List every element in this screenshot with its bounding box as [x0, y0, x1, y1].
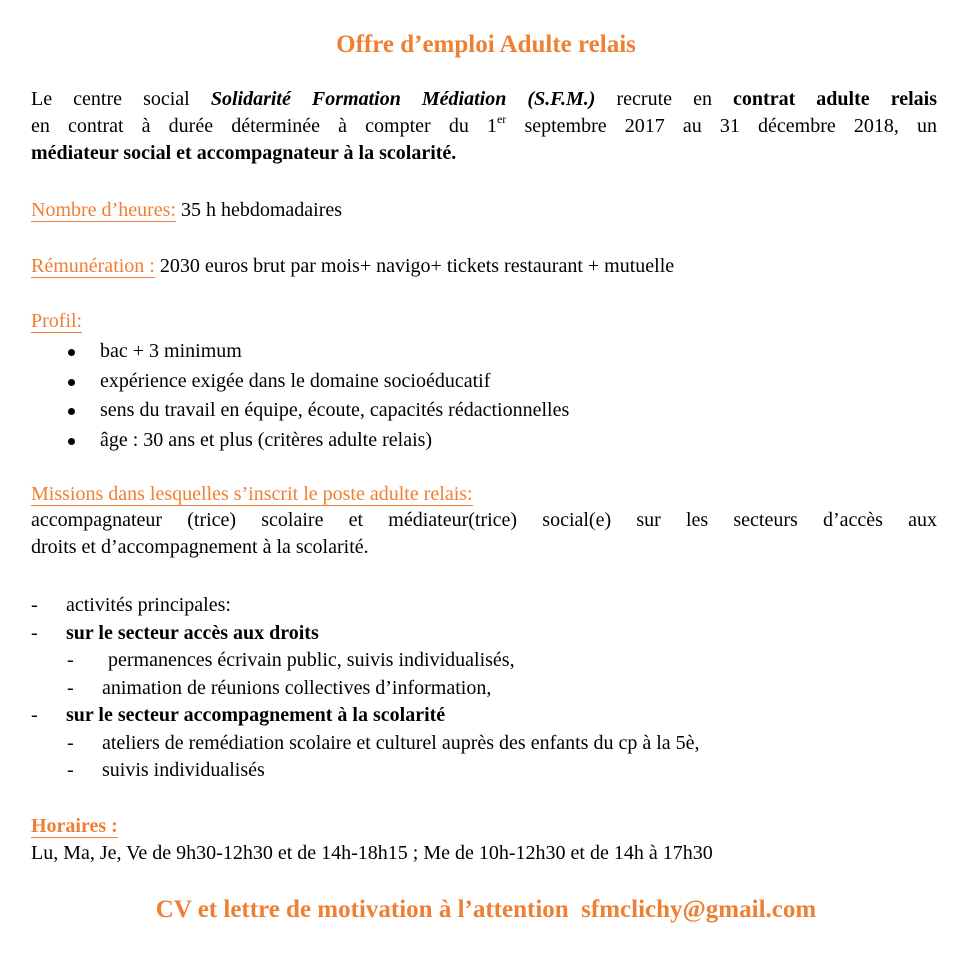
list-item	[31, 702, 931, 730]
list-item	[31, 592, 931, 620]
intro-paragraph	[31, 86, 937, 167]
pay-value: 2030 euros brut par mois+ navigo+ tickets restaurant + mutuelle	[154, 255, 675, 277]
rights-item-text: permanences écrivain public, suivis individualisés,	[108, 649, 515, 671]
dash-icon: -	[67, 649, 74, 671]
activities-list	[31, 592, 931, 785]
school-sector-heading: sur le secteur accompagnement à la scolarité	[66, 704, 446, 726]
bullet-icon	[68, 438, 75, 445]
profile-item-text: bac + 3 minimum	[100, 340, 242, 362]
position-title: médiateur social et accompagnateur à la scolarité.	[31, 142, 457, 164]
list-item	[31, 396, 931, 426]
school-item-text: suivis individualisés	[102, 759, 265, 781]
profile-label: Profil:	[31, 310, 83, 332]
dash-icon: -	[67, 759, 74, 781]
schedule-value: Lu, Ma, Je, Ve de 9h30-12h30 et de 14h-18h15 ; Me de 10h-12h30 et de 14h à 17h30	[31, 842, 713, 864]
contract-type: contrat adulte relais	[733, 88, 938, 110]
intro-text-4: septembre 2017 au 31 décembre 2018, un	[506, 115, 938, 137]
contact-footer: CV et lettre de motivation à l’attention sfmclichy@gmail.com	[155, 896, 817, 923]
rights-sector-heading: sur le secteur accès aux droits	[66, 621, 319, 644]
intro-text-1: Le centre social	[31, 88, 211, 110]
school-item-text: ateliers de remédiation scolaire et culturel auprès des enfants du cp à la 5è,	[102, 731, 700, 754]
schedule-section	[31, 813, 937, 867]
intro-line-1	[31, 86, 937, 113]
schedule-label: Horaires :	[31, 815, 118, 837]
dash-icon: -	[31, 594, 38, 616]
hours-label: Nombre d’heures:	[31, 199, 176, 221]
list-item	[31, 757, 931, 785]
missions-description	[31, 507, 937, 561]
intro-line-3	[31, 140, 937, 167]
list-item	[31, 367, 931, 397]
profile-item-text: expérience exigée dans le domaine socioéducatif	[100, 369, 491, 392]
missions-line-2: droits et d’accompagnement à la scolarité.	[31, 536, 369, 558]
ordinal-superscript: er	[496, 112, 507, 126]
intro-line-2	[31, 113, 937, 140]
hours-section	[31, 197, 937, 224]
missions-line-1: accompagnateur (trice) scolaire et médiateur(trice) social(e) sur les secteurs d’accès aux	[31, 509, 937, 531]
missions-label: Missions dans lesquelles s’inscrit le poste adulte relais:	[31, 483, 473, 505]
bullet-icon	[68, 379, 75, 386]
intro-text-2: recrute en	[595, 88, 734, 110]
page-title: Offre d’emploi Adulte relais	[336, 31, 636, 58]
profile-item-text: âge : 30 ans et plus (critères adulte relais)	[100, 428, 433, 451]
profile-section	[31, 308, 937, 335]
intro-text-3: en contrat à durée déterminée à compter du 1	[31, 115, 497, 137]
list-item	[31, 647, 931, 675]
main-activities-label: activités principales:	[66, 594, 231, 616]
list-item	[31, 337, 931, 367]
list-item	[31, 675, 931, 703]
profile-item-text: sens du travail en équipe, écoute, capacités rédactionnelles	[100, 399, 570, 421]
bullet-icon	[68, 408, 75, 415]
hours-value: 35 h hebdomadaires	[175, 199, 343, 221]
list-item	[31, 620, 931, 648]
dash-icon: -	[67, 676, 74, 699]
dash-icon: -	[31, 704, 38, 726]
missions-section	[31, 481, 937, 508]
pay-label: Rémunération :	[31, 255, 155, 277]
profile-list	[31, 337, 931, 455]
organization-name: Solidarité Formation Médiation (S.F.M.)	[210, 88, 596, 110]
dash-icon: -	[67, 731, 74, 754]
pay-section	[31, 253, 937, 280]
dash-icon: -	[31, 621, 38, 644]
list-item	[31, 730, 931, 758]
list-item	[31, 426, 931, 456]
bullet-icon	[68, 349, 75, 356]
rights-item-text: animation de réunions collectives d’information,	[102, 676, 492, 699]
